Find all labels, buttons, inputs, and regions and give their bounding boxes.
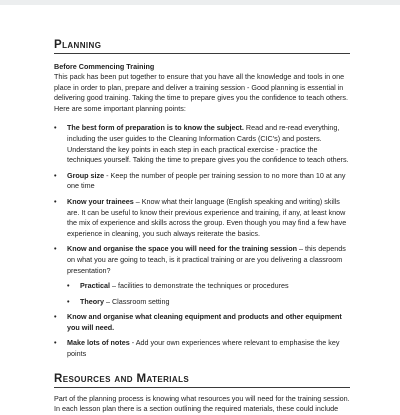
list-item [54, 197, 350, 239]
section-divider [54, 387, 350, 388]
list-item-lead: Know and organise what cleaning equipment and products and other equipment you will need. [67, 312, 342, 332]
list-item-text: - Add your own experiences where relevant to emphasise the key points [67, 338, 340, 359]
sublist-item [67, 281, 350, 292]
list-item [54, 338, 350, 359]
list-item-lead: Group size [67, 170, 105, 180]
bullet-dot: • [54, 338, 57, 348]
bullet-dot: • [54, 170, 57, 180]
subheading-before-commencing: Before Commencing Training [54, 62, 155, 71]
section-title-resources: Resources and Materials [54, 372, 190, 385]
bullet-dot: • [54, 123, 57, 133]
list-item-lead: Make lots of notes [67, 338, 130, 348]
list-item-text: Read and re-read everything, including the user guides to the Cleaning Information Cards (CIC's) and posters. Understand the key points in each step in each practical exercise - practice the techniques yourself. Taking the time to prepare gives you the confidence to teach others. [67, 123, 349, 165]
bullet-dot: • [54, 196, 57, 206]
planning-points-list [54, 123, 350, 359]
list-item-lead: The best form of preparation is to know the subject. [67, 123, 244, 133]
list-item [54, 171, 350, 192]
list-item-text: – Know what their language (English speaking and writing) skills are. It can be useful to know their previous experience and training, if any, at least know the mix of experience and skills across the group. Even though you may find a few have experience in cleaning, you such always reiterate the basics. [67, 196, 347, 238]
list-item [54, 312, 350, 333]
page-top-band [0, 0, 400, 5]
list-item [54, 123, 350, 165]
section-title-planning: Planning [54, 39, 102, 51]
resources-section [54, 372, 350, 415]
list-item-lead: Know your trainees [67, 196, 134, 206]
sublist-item-lead: Theory [80, 296, 104, 306]
sublist-item-text: – facilities to demonstrate the techniques or procedures [109, 281, 289, 291]
space-sublist [67, 281, 350, 307]
section-divider [54, 53, 350, 54]
intro-paragraph: This pack has been put together to ensure that you have all the knowledge and tools in one place in order to plan, prepare and deliver a training session - Good planning is essential in delivering good training. Taking the time to prepare gives you the confidence to teach others. Here are some important planning points: [54, 72, 348, 113]
list-item-lead: Know and organise the space you will need for the training session [67, 244, 298, 254]
document-page [54, 38, 350, 415]
bullet-dot: • [67, 296, 70, 306]
bullet-dot: • [54, 244, 57, 254]
bullet-dot: • [54, 312, 57, 322]
list-item [54, 244, 350, 307]
list-item-text: - Keep the number of people per training session to no more than 10 at any one time [67, 170, 346, 191]
list-item-text: – this depends on what you are going to teach, is it practical training or are you delivering a classroom presentation? [67, 244, 346, 275]
sublist-item-text: – Classroom setting [103, 296, 170, 306]
sublist-item-lead: Practical [80, 281, 110, 291]
sublist-item [67, 297, 350, 308]
bullet-dot: • [67, 281, 70, 291]
resources-paragraph: Part of the planning process is knowing what resources you will need for the training session. In each lesson plan there is a section outlining the required materials, these could include [54, 393, 350, 414]
